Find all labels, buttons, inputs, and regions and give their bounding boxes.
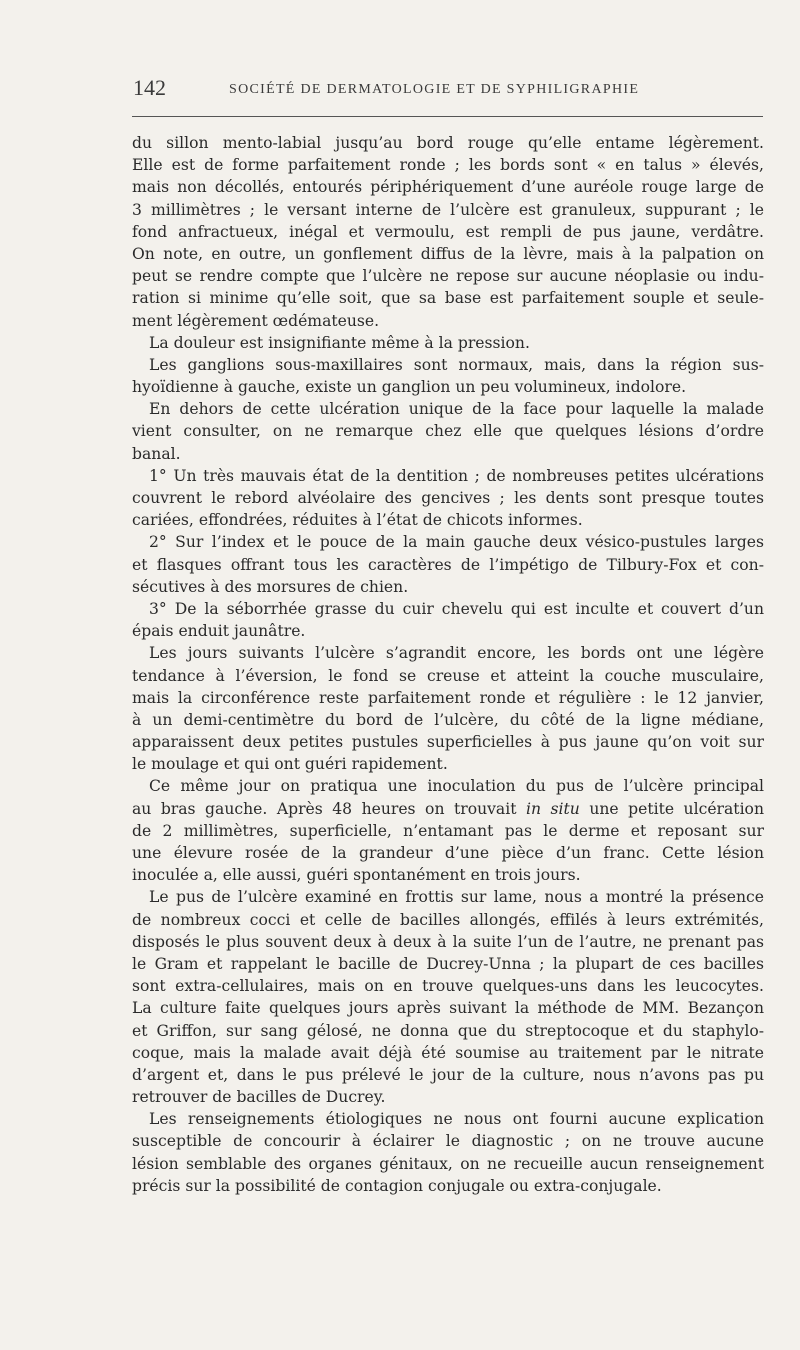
text-line: le moulage et qui ont guéri rapidement. bbox=[132, 755, 448, 774]
text-line: à un demi-centimètre du bord de l’ulcère, du côté de la ligne médiane, bbox=[132, 710, 764, 729]
text-line: le Gram et rappelant le bacille de Ducrey-Unna ; la plupart de ces bacilles bbox=[132, 954, 764, 973]
text-line: La culture faite quelques jours après suivant la méthode de MM. Bezançon bbox=[132, 999, 764, 1018]
body-text bbox=[132, 132, 764, 1197]
text-line: retrouver de bacilles de Ducrey. bbox=[132, 1088, 386, 1107]
text-line: peut se rendre compte que l’ulcère ne repose sur aucune néoplasie ou indu- bbox=[132, 267, 764, 286]
running-title: SOCIÉTÉ DE DERMATOLOGIE ET DE SYPHILIGRAPHIE bbox=[229, 82, 640, 97]
text-line: Les renseignements étiologiques ne nous ont fourni aucune explication bbox=[149, 1110, 764, 1129]
text-line: tendance à l’éversion, le fond se creuse et atteint la couche musculaire, bbox=[132, 666, 764, 685]
text-line: de nombreux cocci et celle de bacilles allongés, effilés à leurs extrémités, bbox=[132, 910, 764, 929]
text-line: lésion semblable des organes génitaux, on ne recueille aucun renseignement bbox=[132, 1154, 764, 1173]
text-line: fond anfractueux, inégal et vermoulu, est rempli de pus jaune, verdâtre. bbox=[132, 222, 764, 241]
text-line: Le pus de l’ulcère examiné en frottis sur lame, nous a montré la présence bbox=[149, 888, 764, 907]
text-line: 3° De la séborrhée grasse du cuir chevelu qui est inculte et couvert d’un bbox=[149, 599, 764, 618]
text-line: précis sur la possibilité de contagion conjugale ou extra-conjugale. bbox=[132, 1176, 662, 1195]
text-line: sont extra-cellulaires, mais on en trouve quelques-uns dans les leucocytes. bbox=[132, 977, 764, 996]
text-line: épais enduit jaunâtre. bbox=[132, 622, 306, 641]
text-line: hyoïdienne à gauche, existe un ganglion un peu volumineux, indolore. bbox=[132, 378, 687, 397]
text-line: et Griffon, sur sang gélosé, ne donna que du streptocoque et du staphylo- bbox=[132, 1021, 764, 1040]
text-line: et flasques offrant tous les caractères de l’impétigo de Tilbury-Fox et con- bbox=[132, 555, 764, 574]
text-line: couvrent le rebord alvéolaire des gencives ; les dents sont presque toutes bbox=[132, 489, 764, 507]
text-line: mais non décollés, entourés périphériquement d’une auréole rouge large de bbox=[132, 178, 764, 197]
text-line: de 2 millimètres, superficielle, n’entamant pas le derme et reposant sur bbox=[132, 821, 764, 840]
text-line: On note, en outre, un gonflement diffus de la lèvre, mais à la palpation on bbox=[132, 244, 764, 263]
page-header bbox=[133, 76, 763, 104]
text-line: banal. bbox=[132, 444, 181, 463]
text-line: 3 millimètres ; le versant interne de l’ulcère est granuleux, suppurant ; le bbox=[132, 200, 764, 219]
text-line: Ce même jour on pratiqua une inoculation du pus de l’ulcère principal bbox=[149, 777, 764, 796]
text-line: La douleur est insignifiante même à la pression. bbox=[149, 333, 530, 352]
text-line: Les ganglions sous-maxillaires sont normaux, mais, dans la région sus- bbox=[149, 355, 764, 374]
text-line: ration si minime qu’elle soit, que sa base est parfaitement souple et seule- bbox=[132, 289, 764, 308]
text-line: du sillon mento-labial jusqu’au bord rouge qu’elle entame légèrement. bbox=[132, 134, 764, 152]
text-line: inoculée a, elle aussi, guéri spontanément en trois jours. bbox=[132, 866, 581, 885]
text-line: Les jours suivants l’ulcère s’agrandit encore, les bords ont une légère bbox=[149, 644, 764, 663]
text-line: 1° Un très mauvais état de la dentition ; de nombreuses petites ulcérations bbox=[149, 466, 764, 485]
text-line: apparaissent deux petites pustules superficielles à pus jaune qu’on voit sur bbox=[132, 733, 764, 752]
line-segment: au bras gauche. Après 48 heures on trouvait bbox=[132, 799, 517, 818]
header-rule bbox=[132, 116, 763, 117]
text-line: sécutives à des morsures de chien. bbox=[132, 577, 409, 596]
text-line: coque, mais la malade avait déjà été soumise au traitement par le nitrate bbox=[132, 1043, 764, 1062]
italic-term: in situ bbox=[525, 799, 580, 818]
text-line: 2° Sur l’index et le pouce de la main gauche deux vésico-pustules larges bbox=[149, 533, 764, 552]
text-line: mais la circonférence reste parfaitement ronde et régulière : le 12 janvier, bbox=[132, 688, 764, 707]
text-line: une élevure rosée de la grandeur d’une pièce d’un franc. Cette lésion bbox=[132, 844, 764, 862]
text-line: susceptible de concourir à éclairer le diagnostic ; on ne trouve aucune bbox=[132, 1132, 764, 1151]
line-segment: une petite ulcération bbox=[589, 799, 764, 818]
text-line: ment légèrement œdémateuse. bbox=[132, 311, 380, 330]
text-line: Elle est de forme parfaitement ronde ; les bords sont « en talus » élevés, bbox=[132, 156, 764, 175]
text-line: d’argent et, dans le pus prélevé le jour de la culture, nous n’avons pas pu bbox=[132, 1065, 764, 1084]
text-line: disposés le plus souvent deux à deux à la suite l’un de l’autre, ne prenant pas bbox=[132, 932, 764, 951]
page-number: 142 bbox=[133, 75, 166, 100]
text-line: En dehors de cette ulcération unique de la face pour laquelle la malade bbox=[149, 400, 764, 419]
text-line-with-italic bbox=[132, 798, 764, 820]
text-line: cariées, effondrées, réduites à l’état de chicots informes. bbox=[132, 511, 583, 530]
text-line: vient consulter, on ne remarque chez elle que quelques lésions d’ordre bbox=[132, 422, 764, 441]
